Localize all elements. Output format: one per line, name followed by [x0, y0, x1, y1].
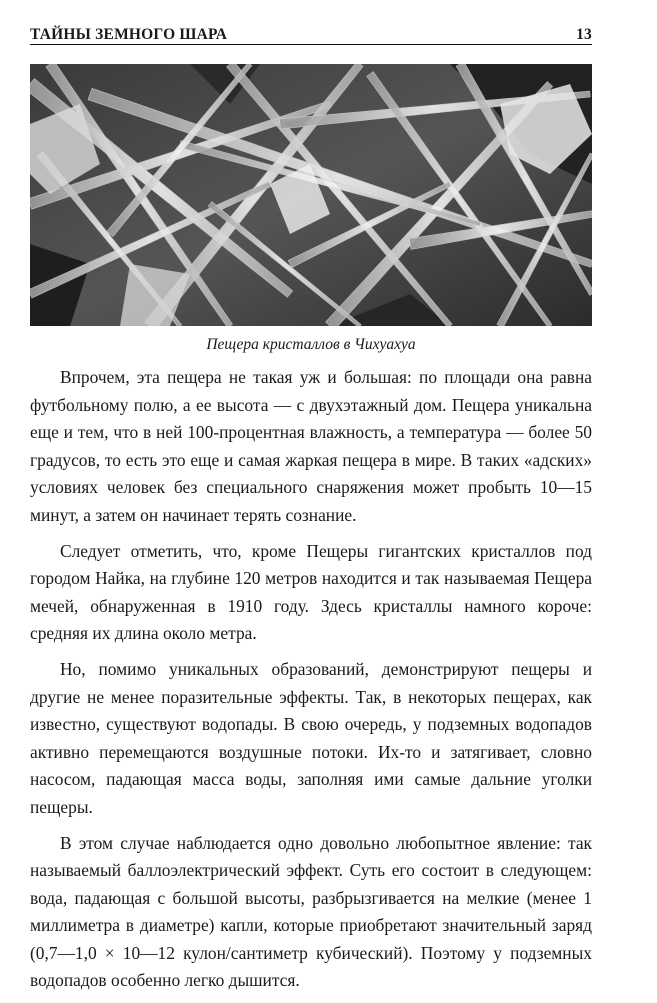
running-title: ТАЙНЫ ЗЕМНОГО ШАРА: [30, 26, 228, 43]
page-number: 13: [576, 26, 592, 43]
paragraph: В этом случае наблюдается одно довольно любопытное явление: так называемый баллоэлектрический эффект. Суть его состоит в следующем: вода, падающая с большой высоты, разбрызгивается на мелкие (менее 1 миллиметра в диаметре) капли, которые приобретают значительный заряд (0,7—1,0 × 10—12 кулон/сантиметр кубический). Поэтому у подземных водопадов особенно легко дышится.: [30, 832, 592, 991]
figure-caption: Пещера кристаллов в Чихуахуа: [206, 336, 416, 353]
crystal-cave-illustration: [30, 64, 592, 326]
header-rule: [30, 44, 592, 45]
crystal-cave-photo: [30, 64, 592, 326]
paragraph: Впрочем, эта пещера не такая уж и большая: по площади она равна футбольному полю, а ее высота — с двухэтажный дом. Пещера уникальна еще и тем, что в ней 100-процентная влажность, а температура — более 50 градусов, то есть это еще и самая жаркая пещера в мире. В таких «адских» условиях человек без специального снаряжения может пробыть 10—15 минут, а затем он начинает терять сознание.: [30, 367, 592, 525]
paragraph: Но, помимо уникальных образований, демонстрируют пещеры и другие не менее поразительные эффекты. Так, в некоторых пещерах, как известно, существуют водопады. В свою очередь, у подземных водопадов активно перемещаются воздушные потоки. Их-то и затягивает, словно насосом, падающая масса воды, заполняя ими самые дальние уголки пещеры.: [30, 658, 592, 817]
paragraph: Следует отметить, что, кроме Пещеры гигантских кристаллов под городом Найка, на глубине 120 метров находится и так называемая Пещера мечей, обнаруженная в 1910 году. Здесь кристаллы намного короче: средняя их длина около метра.: [30, 540, 592, 644]
running-head: [30, 22, 592, 44]
body-text: [30, 364, 592, 1003]
